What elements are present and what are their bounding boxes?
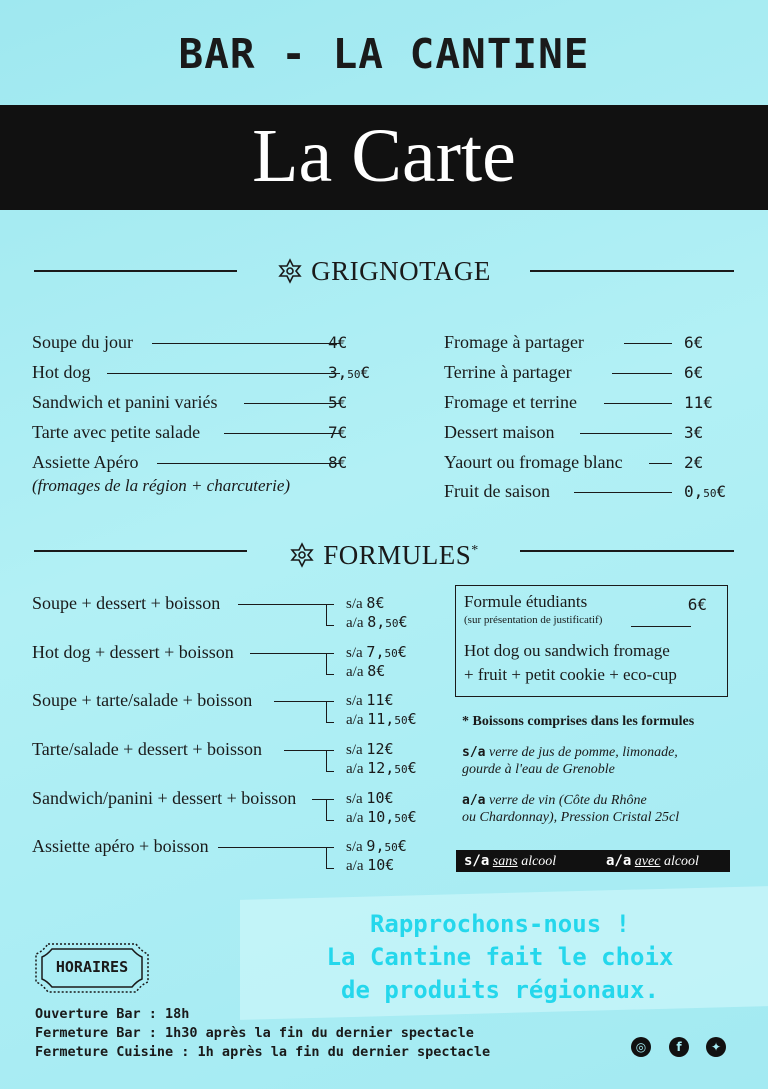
menu-item: Dessert maison 3€ — [444, 422, 704, 442]
connector-line — [312, 799, 326, 800]
formula-row: Soupe + tarte/salade + boisson s/a 11€ a/a 11,50€ — [32, 690, 417, 728]
formula-row: Assiette apéro + boisson s/a 9,50€ a/a 10€ — [32, 836, 407, 874]
dotted-leader — [157, 463, 340, 464]
connector-line — [238, 604, 326, 605]
menu-item: Tarte avec petite salade 7€ — [32, 422, 348, 442]
section-title-formules: FORMULES — [323, 540, 472, 570]
promo-message: Rapprochons-nous ! La Cantine fait le choix de produits régionaux. — [326, 910, 674, 1004]
dotted-leader — [649, 463, 672, 464]
abbreviation-legend: s/a sans alcool a/a avec alcool — [456, 850, 730, 872]
facebook-icon[interactable]: f — [669, 1037, 689, 1057]
dotted-leader — [244, 403, 340, 404]
section-header-grignotage — [0, 251, 768, 291]
page-title: BAR - LA CANTINE — [178, 30, 590, 78]
menu-item: Fruit de saison 0,50€ — [444, 481, 727, 501]
formula-row: Soupe + dessert + boisson s/a 8€ a/a 8,50€ — [32, 593, 408, 631]
menu-item: Hot dog 3,50€ — [32, 362, 371, 382]
student-formula-desc: + fruit + petit cookie + eco-cup — [464, 665, 677, 684]
menu-item: Soupe du jour 4€ — [32, 332, 348, 352]
instagram-icon[interactable]: ◎ — [631, 1037, 651, 1057]
dotted-leader — [580, 433, 672, 434]
student-formula-title: Formule étudiants — [464, 592, 588, 611]
student-formula-desc: Hot dog ou sandwich fromage — [464, 641, 670, 660]
dotted-leader — [107, 373, 340, 374]
connector-line — [274, 701, 326, 702]
snowflake-icon — [277, 258, 303, 284]
section-header-formules — [0, 531, 768, 571]
menu-item-note: (fromages de la région + charcuterie) — [32, 476, 291, 495]
legend-aa: a/a verre de vin (Côte du Rhône ou Chardonnay), Pression Cristal 25cl — [462, 793, 680, 825]
hours-line: Ouverture Bar : 18h — [35, 1006, 190, 1022]
student-formula-note: (sur présentation de justificatif) — [464, 614, 603, 626]
connector-line — [326, 604, 327, 626]
menu-item: Assiette Apéro 8€ — [32, 452, 348, 472]
banner-title: La Carte — [252, 114, 516, 198]
connector-line — [326, 701, 327, 723]
connector-line — [250, 653, 326, 654]
student-formula-box — [455, 585, 728, 697]
hours-line: Fermeture Bar : 1h30 après la fin du dernier spectacle — [35, 1025, 474, 1041]
dotted-leader — [604, 403, 672, 404]
connector-line — [326, 847, 327, 869]
connector-line — [326, 799, 327, 821]
dotted-leader — [574, 492, 672, 493]
connector-line — [326, 750, 327, 772]
dotted-leader — [152, 343, 340, 344]
dotted-leader — [224, 433, 340, 434]
dotted-leader — [612, 373, 672, 374]
menu-item: Terrine à partager 6€ — [444, 362, 704, 382]
formula-row: Hot dog + dessert + boisson s/a 7,50€ a/a 8€ — [32, 642, 407, 680]
connector-line — [218, 847, 326, 848]
asterisk-mark: * — [471, 543, 479, 558]
menu-item: Fromage à partager 6€ — [444, 332, 704, 352]
formula-row: Sandwich/panini + dessert + boisson s/a 10€ a/a 10,50€ — [32, 788, 417, 826]
formula-row: Tarte/salade + dessert + boisson s/a 12€ a/a 12,50€ — [32, 739, 417, 777]
student-formula-price: 6€ — [687, 595, 707, 614]
snowflake-icon — [289, 542, 315, 568]
legend-sa: s/a verre de jus de pomme, limonade, gourde à l'eau de Grenoble — [462, 745, 678, 777]
hours-line: Fermeture Cuisine : 1h après la fin du dernier spectacle — [35, 1044, 491, 1060]
menu-item: Sandwich et panini variés 5€ — [32, 392, 348, 412]
menu-item: Fromage et terrine 11€ — [444, 392, 713, 412]
section-title-grignotage: GRIGNOTAGE — [311, 256, 491, 286]
drinks-note: * Boissons comprises dans les formules — [462, 714, 695, 729]
twitter-icon[interactable]: ✦ — [706, 1037, 726, 1057]
menu-item: Yaourt ou fromage blanc 2€ — [444, 452, 704, 472]
hours-label: HORAIRES — [55, 958, 129, 976]
connector-line — [326, 653, 327, 675]
connector-line — [284, 750, 326, 751]
dotted-leader — [624, 343, 672, 344]
